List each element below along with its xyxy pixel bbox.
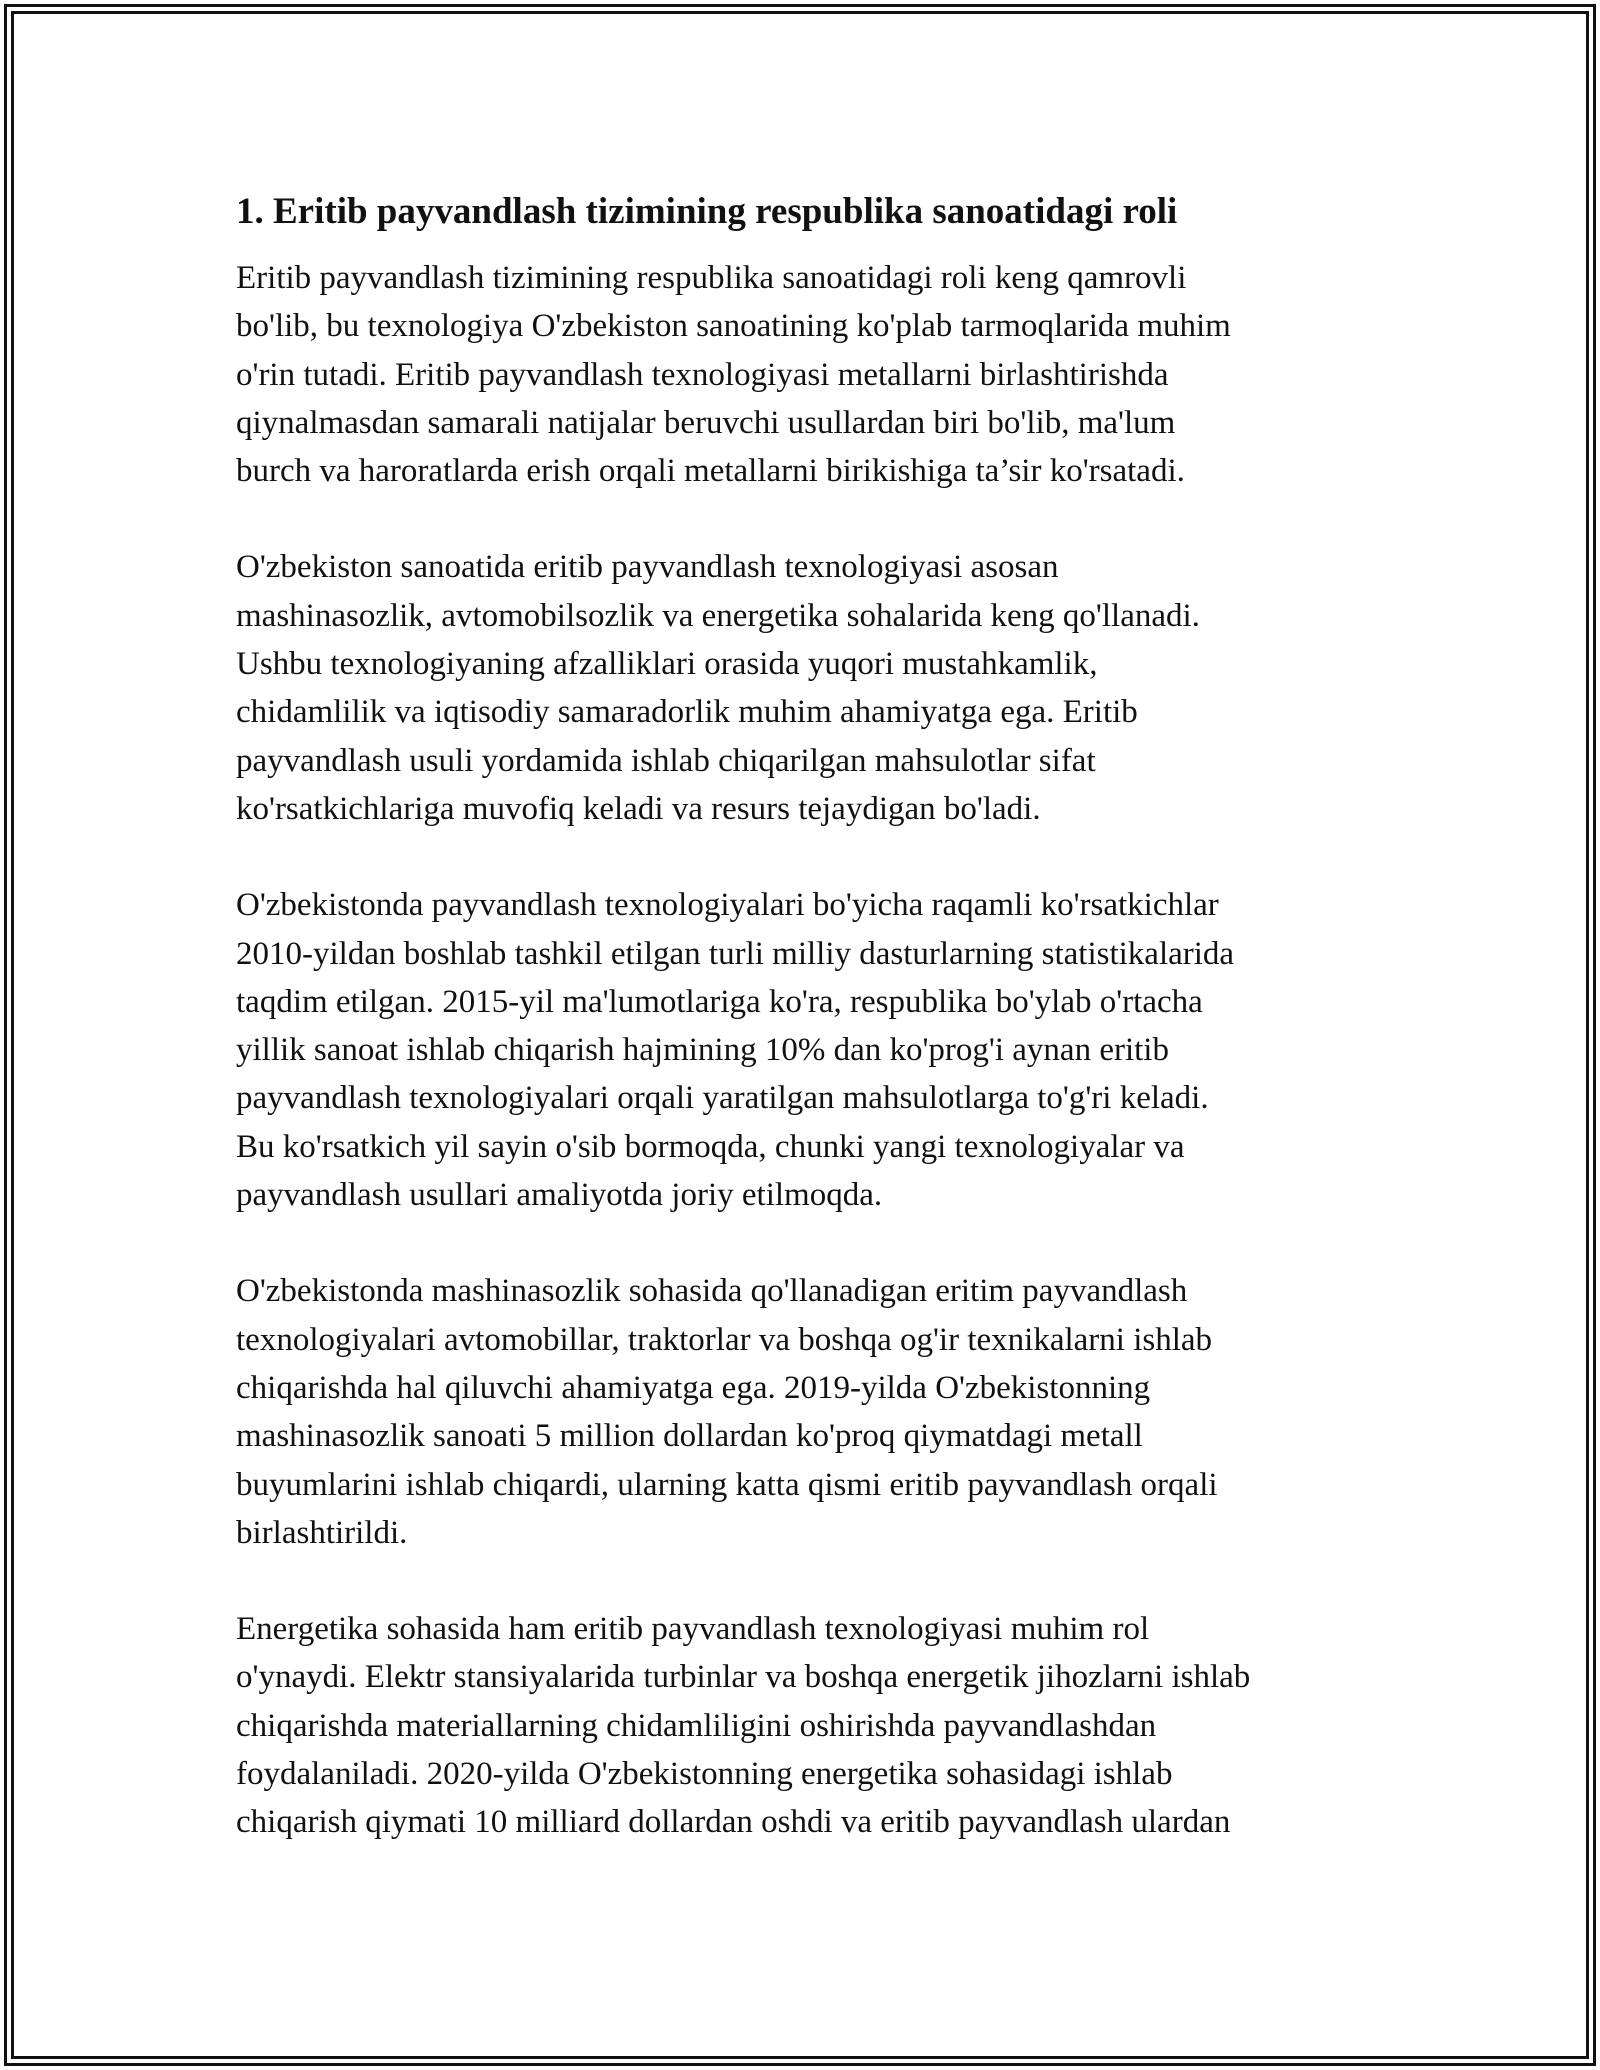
paragraph	[236, 881, 1376, 1219]
text-line: payvandlash usullari amaliyotda joriy etilmoqda.	[236, 1177, 883, 1214]
paragraph-list	[236, 254, 1376, 1847]
text-line: 2010-yildan boshlab tashkil etilgan turli milliy dasturlarning statistikalarida	[236, 935, 1235, 972]
text-line: Ushbu texnologiyaning afzalliklari orasida yuqori mustahkamlik,	[236, 646, 1098, 683]
text-line: foydalaniladi. 2020-yilda O'zbekistonning energetika sohasidagi ishlab	[236, 1756, 1173, 1793]
text-line: mashinasozlik sanoati 5 million dollardan ko'proq qiymatdagi metall	[236, 1418, 1143, 1455]
paragraph	[236, 1605, 1376, 1846]
text-line: Eritib payvandlash tizimining respublika sanoatidagi roli keng qamrovli	[236, 260, 1187, 296]
text-line: texnologiyalari avtomobillar, traktorlar va boshqa og'ir texnikalarni ishlab	[236, 1321, 1213, 1358]
text-line: O'zbekistonda mashinasozlik sohasida qo'llanadigan eritim payvandlash	[236, 1273, 1188, 1310]
text-line: O'zbekistonda payvandlash texnologiyalari bo'yicha raqamli ko'rsatkichlar	[236, 887, 1219, 924]
text-line: O'zbekiston sanoatida eritib payvandlash texnologiyasi asosan	[236, 549, 1059, 586]
text-line: chiqarishda materiallarning chidamliligini oshirishda payvandlashdan	[236, 1707, 1157, 1744]
text-line: yillik sanoat ishlab chiqarish hajmining 10% dan ko'prog'i aynan eritib	[236, 1032, 1169, 1069]
text-line: buyumlarini ishlab chiqardi, ularning katta qismi eritib payvandlash orqali	[236, 1466, 1218, 1503]
text-line: payvandlash texnologiyalari orqali yaratilgan mahsulotlarga to'g'ri keladi.	[236, 1080, 1209, 1117]
text-line: chiqarish qiymati 10 milliard dollardan oshdi va eritib payvandlash ulardan	[236, 1804, 1231, 1841]
text-line: Bu ko'rsatkich yil sayin o'sib bormoqda, chunki yangi texnologiyalar va	[236, 1128, 1185, 1165]
text-line: chiqarishda hal qiluvchi ahamiyatga ega. 2019-yilda O'zbekistonning	[236, 1369, 1151, 1406]
paragraph	[236, 1267, 1376, 1557]
paragraph	[236, 254, 1376, 495]
text-line: ko'rsatkichlariga muvofiq keladi va resurs tejaydigan bo'ladi.	[236, 790, 1041, 827]
text-line: birlashtirildi.	[236, 1514, 408, 1551]
text-line: burch va haroratlarda erish orqali metallarni birikishiga ta’sir ko'rsatadi.	[236, 453, 1185, 490]
text-line: chidamlilik va iqtisodiy samaradorlik muhim ahamiyatga ega. Eritib	[236, 694, 1138, 731]
text-line: o'rin tutadi. Eritib payvandlash texnologiyasi metallarni birlashtirishda	[236, 356, 1169, 393]
document-body	[236, 187, 1376, 1895]
paragraph	[236, 543, 1376, 833]
text-line: o'ynaydi. Elektr stansiyalarida turbinlar va boshqa energetik jihozlarni ishlab	[236, 1659, 1251, 1696]
text-line: bo'lib, bu texnologiya O'zbekiston sanoatining ko'plab tarmoqlarida muhim	[236, 308, 1231, 345]
text-line: Energetika sohasida ham eritib payvandlash texnologiyasi muhim rol	[236, 1611, 1150, 1648]
text-line: qiynalmasdan samarali natijalar beruvchi usullardan biri bo'lib, ma'lum	[236, 404, 1176, 441]
text-line: mashinasozlik, avtomobilsozlik va energetika sohalarida keng qo'llanadi.	[236, 597, 1200, 634]
section-heading: 1. Eritib payvandlash tizimining respublika sanoatidagi roli	[236, 191, 1178, 232]
text-line: taqdim etilgan. 2015-yil ma'lumotlariga ko'ra, respublika bo'ylab o'rtacha	[236, 983, 1203, 1020]
text-line: payvandlash usuli yordamida ishlab chiqarilgan mahsulotlar sifat	[236, 742, 1096, 779]
